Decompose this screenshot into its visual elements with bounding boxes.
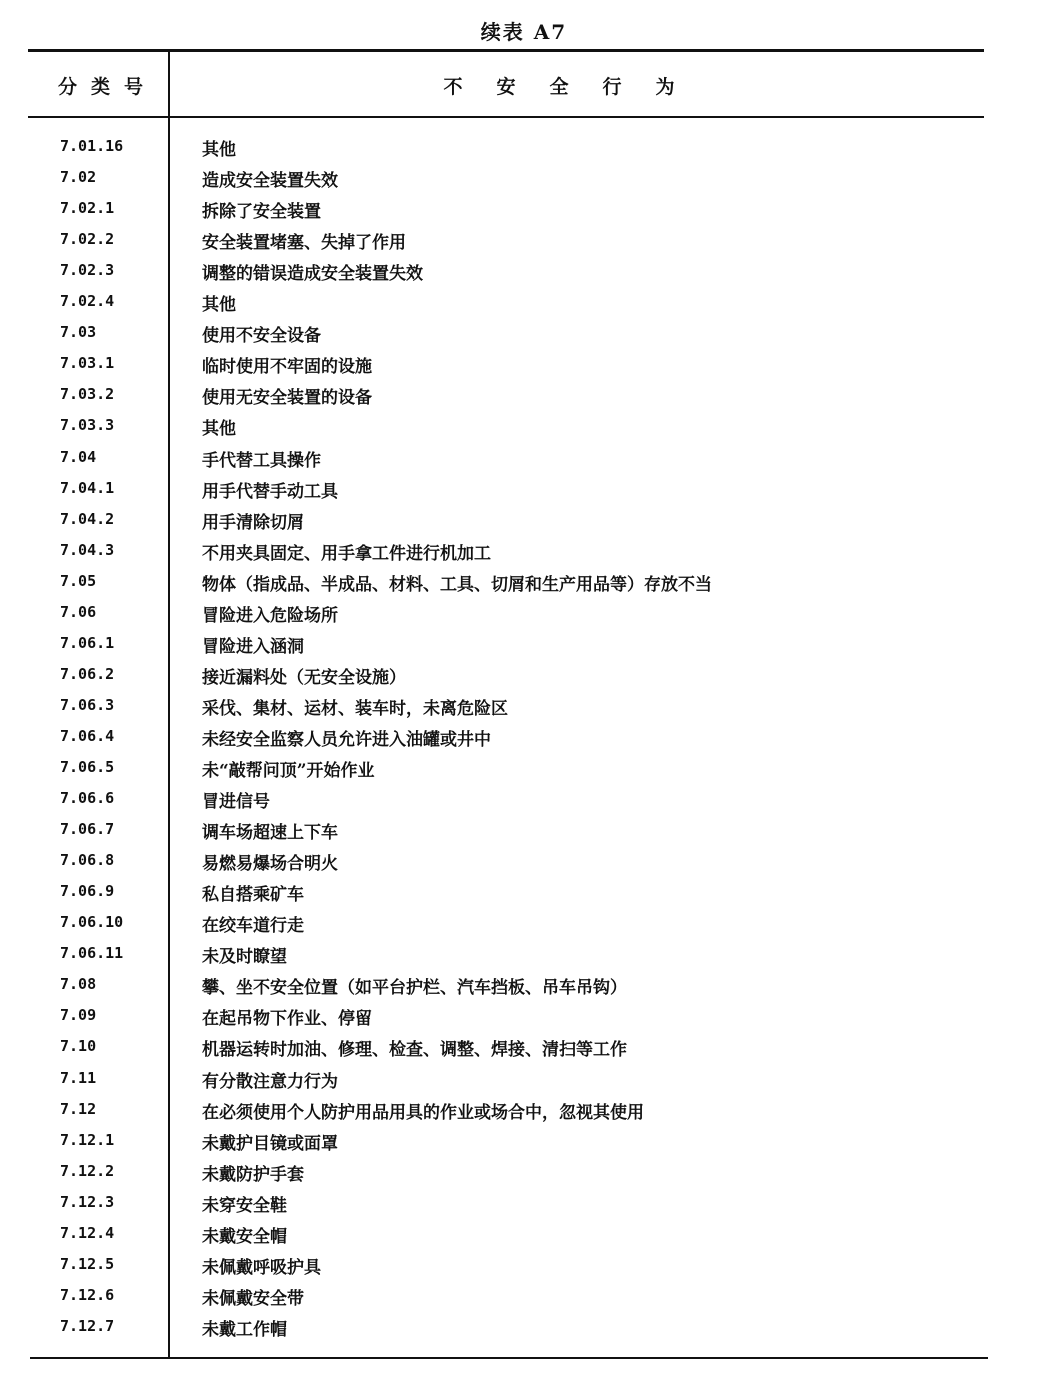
table-row [0,1098,1048,1129]
row-description: 未佩戴呼吸护具 [202,1257,321,1278]
row-code: 7.12.2 [60,1161,115,1180]
row-code: 7.12.7 [60,1316,115,1335]
table-row [0,1035,1048,1066]
bottom-rule [30,1357,988,1359]
row-code: 7.06.5 [60,758,115,776]
row-code: 7.06.9 [60,882,115,901]
row-description: 拆除了安全装置 [202,202,321,223]
row-description: 使用不安全设备 [202,326,321,347]
row-description: 冒险进入涵洞 [202,636,304,657]
row-code: 7.12.1 [60,1130,115,1149]
row-code: 7.08 [60,975,97,994]
row-code: 7.06.8 [60,851,115,870]
row-code: 7.12.5 [60,1254,115,1273]
row-code: 7.11 [60,1068,97,1087]
row-description: 安全装置堵塞、失掉了作用 [202,233,406,254]
row-description: 未戴安全帽 [202,1226,287,1247]
row-description: 机器运转时加油、修理、检查、调整、焊接、清扫等工作 [202,1040,627,1061]
row-code: 7.06.3 [60,695,115,714]
table-row [0,1191,1048,1222]
table-row [0,1315,1048,1346]
row-description: 临时使用不牢固的设施 [202,357,372,378]
table-row [0,446,1048,477]
table-row [0,477,1048,508]
row-code: 7.06.7 [60,820,115,839]
table-row [0,1067,1048,1098]
row-code: 7.02 [60,168,97,187]
header-unsafe-behavior: 不安全行为 [443,76,709,98]
row-code: 7.02.1 [60,199,115,218]
table-row [0,818,1048,849]
table-row [0,880,1048,911]
table-row [0,228,1048,259]
row-description: 未戴工作帽 [202,1319,287,1340]
row-code: 7.06.1 [60,633,115,652]
row-code: 7.12.6 [60,1285,115,1304]
row-description: 用手代替手动工具 [202,481,338,502]
top-rule [28,49,984,52]
table-row [0,414,1048,445]
table-row [0,383,1048,414]
table-row [0,663,1048,694]
table-row [0,135,1048,166]
table-row [0,849,1048,880]
row-description: 未佩戴安全带 [202,1288,304,1309]
table-row [0,601,1048,632]
row-code: 7.06.6 [60,789,115,808]
header-classification-code: 分类号 [58,76,158,98]
table-row [0,632,1048,663]
row-description: 有分散注意力行为 [202,1071,338,1092]
table-row [0,259,1048,290]
row-description: 私自搭乘矿车 [202,885,304,906]
table-row [0,166,1048,197]
row-code: 7.12 [60,1099,97,1118]
row-description: 未戴防护手套 [202,1164,304,1185]
row-code: 7.10 [60,1037,97,1056]
row-code: 7.02.2 [60,230,115,249]
row-description: 接近漏料处（无安全设施） [202,667,406,688]
row-code: 7.02.4 [60,292,115,311]
row-description: 物体（指成品、半成品、材料、工具、切屑和生产用品等）存放不当 [202,574,712,595]
table-row [0,1160,1048,1191]
table-row [0,1129,1048,1160]
table-row [0,911,1048,942]
row-description: 未及时瞭望 [202,947,287,968]
row-code: 7.06.2 [60,664,115,683]
table-title: 续表 A7 [480,20,568,44]
row-description: 冒险进入危险场所 [202,605,338,626]
row-description: 调车场超速上下车 [202,823,338,844]
row-code: 7.04.3 [60,540,115,559]
table-row [0,290,1048,321]
row-code: 7.06.11 [60,944,124,963]
row-description: 其他 [202,419,236,440]
row-code: 7.12.4 [60,1223,115,1242]
table-row [0,539,1048,570]
row-description: 未“敲帮问顶”开始作业 [202,761,375,781]
row-code: 7.12.3 [60,1192,115,1211]
row-description: 采伐、集材、运材、装车时，未离危险区 [202,698,508,719]
table-row [0,197,1048,228]
row-description: 未经安全监察人员允许进入油罐或井中 [202,729,491,750]
table-row [0,570,1048,601]
row-description: 在起吊物下作业、停留 [202,1009,372,1030]
row-description: 其他 [202,295,236,316]
table-row [0,1253,1048,1284]
row-description: 使用无安全装置的设备 [202,388,372,409]
row-description: 不用夹具固定、用手拿工件进行机加工 [202,543,491,564]
table-row [0,756,1048,787]
table-row [0,352,1048,383]
row-description: 造成安全装置失效 [202,171,338,192]
row-code: 7.01.16 [60,137,124,155]
table-row [0,321,1048,352]
row-code: 7.04.2 [60,509,115,528]
row-description: 在必须使用个人防护用品用具的作业或场合中，忽视其使用 [202,1102,644,1123]
row-description: 攀、坐不安全位置（如平台护栏、汽车挡板、吊车吊钩） [202,978,627,999]
table-row [0,973,1048,1004]
table-row [0,694,1048,725]
table-row [0,942,1048,973]
row-description: 易燃易爆场合明火 [202,854,338,875]
row-description: 手代替工具操作 [202,450,321,471]
row-code: 7.04 [60,447,97,466]
table-row [0,1222,1048,1253]
table-row [0,725,1048,756]
row-code: 7.03 [60,323,97,342]
row-code: 7.02.3 [60,261,115,280]
row-description: 未穿安全鞋 [202,1195,287,1216]
row-code: 7.03.2 [60,385,115,404]
row-description: 未戴护目镜或面罩 [202,1133,338,1154]
row-code: 7.03.3 [60,416,115,435]
row-description: 冒进信号 [202,792,270,813]
row-code: 7.09 [60,1006,97,1025]
row-code: 7.03.1 [60,354,115,373]
row-code: 7.06.4 [60,726,115,745]
row-code: 7.06.10 [60,913,124,932]
table-row [0,1004,1048,1035]
table-row [0,787,1048,818]
row-description: 其他 [202,140,236,160]
row-code: 7.04.1 [60,478,115,497]
table-row [0,1284,1048,1315]
table-row [0,508,1048,539]
row-description: 用手清除切屑 [202,512,304,533]
row-code: 7.05 [60,571,97,590]
row-description: 在绞车道行走 [202,916,304,937]
header-rule [28,116,984,118]
row-description: 调整的错误造成安全装置失效 [202,264,423,285]
row-code: 7.06 [60,602,97,621]
